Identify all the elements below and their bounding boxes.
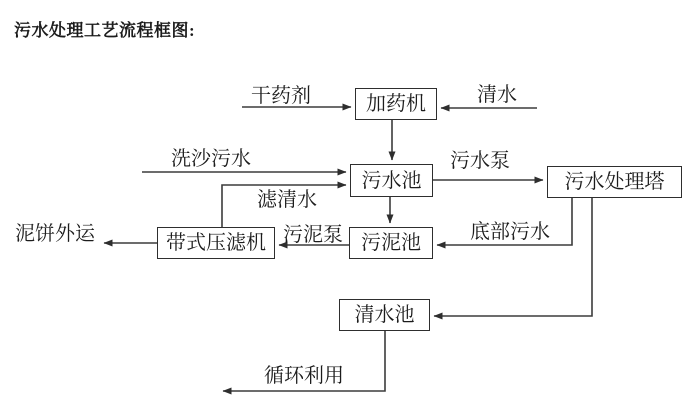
label-recycling-reuse: 循环利用	[264, 365, 344, 387]
node-treatment-tower: 污水处理塔	[547, 166, 682, 198]
node-clean-water-pool: 清水池	[339, 299, 430, 331]
label-clean-water: 清水	[477, 84, 517, 106]
label-mud-cake-outbound: 泥饼外运	[15, 223, 95, 245]
label-bottom-sewage: 底部污水	[470, 221, 550, 243]
node-sewage-pool: 污水池	[350, 164, 433, 197]
node-dosing-machine: 加药机	[355, 88, 437, 120]
label-sludge-pump: 污泥泵	[283, 224, 343, 246]
label-filtered-clean-water: 滤清水	[257, 189, 317, 211]
node-belt-filter-press: 带式压滤机	[157, 227, 275, 259]
label-dry-agent: 干药剂	[251, 85, 311, 107]
page-title: 污水处理工艺流程框图:	[14, 21, 196, 40]
flow-tower-to-clean-pool	[434, 198, 592, 316]
node-sludge-pool: 污泥池	[349, 227, 433, 259]
label-sewage-pump: 污水泵	[450, 150, 510, 172]
label-sand-washing-sewage: 洗沙污水	[171, 148, 251, 170]
